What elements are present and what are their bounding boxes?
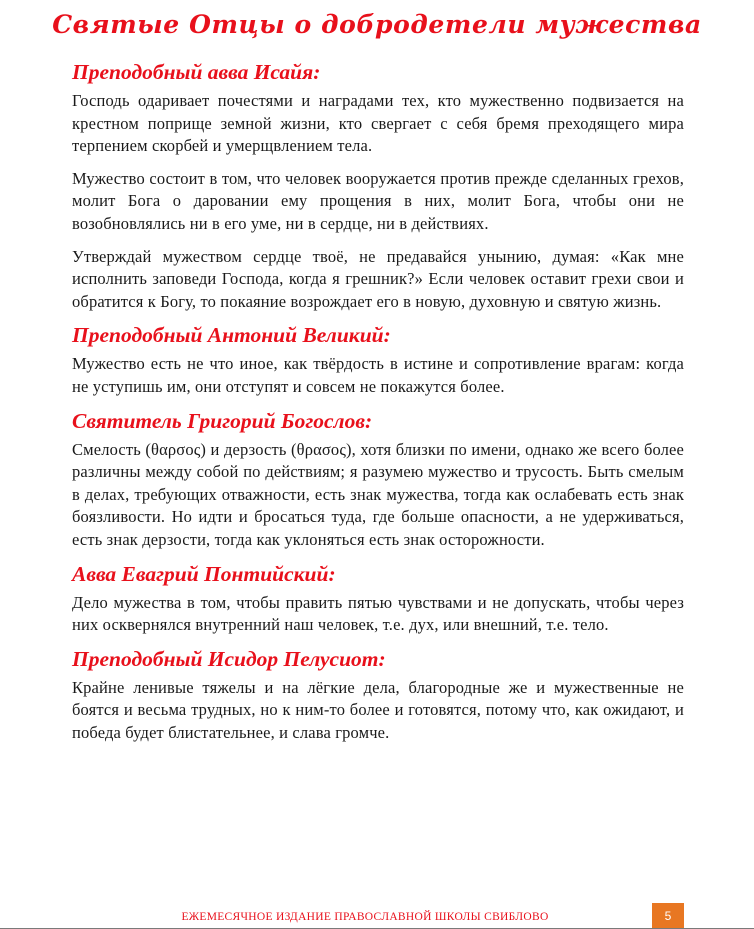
footer-publication-text: ЕЖЕМЕСЯЧНОЕ ИЗДАНИЕ ПРАВОСЛАВНОЙ ШКОЛЫ СВИБЛОВО xyxy=(181,911,549,923)
page-number-badge: 5 xyxy=(652,903,684,929)
paragraph: Дело мужества в том, чтобы править пятью чувствами и не допускать, чтобы через них осквернялся внутренний наш человек, т.е. дух, или внешний, т.е. тело. xyxy=(72,592,684,635)
section-evagrius xyxy=(72,560,684,637)
section-gregory xyxy=(72,407,684,552)
section-heading: Преподобный Антоний Великий: xyxy=(72,323,391,348)
paragraph: Утверждай мужеством сердце твоё, не предавайся унынию, думая: «Как мне исполнить заповеди Господа, когда я грешник?» Если человек оставит грехи свои и обратится к Богу, то покаяние возрождает его в новую, духовную и святую жизнь. xyxy=(72,246,684,311)
page-title: Святые Отцы о добродетели мужества xyxy=(52,10,702,39)
section-heading: Святитель Григорий Богослов: xyxy=(72,408,373,433)
section-heading: Авва Евагрий Понтийский: xyxy=(72,561,336,586)
page-footer xyxy=(0,903,754,929)
section-heading: Преподобный авва Исайя: xyxy=(72,60,321,84)
section-isaiah xyxy=(72,58,684,313)
paragraph: Крайне ленивые тяжелы и на лёгкие дела, благородные же и мужественные не боятся и весьма трудных, но к ним-то более и готовятся, потому что, как ожидают, и победа будет блистательнее, и слава громче. xyxy=(72,677,684,742)
paragraph: Господь одаривает почестями и наградами тех, кто мужественно подвизается на крестном поприще земной жизни, кто свергает с себя бремя преходящего мира терпением скорбей и умерщвлением тела. xyxy=(72,91,684,156)
paragraph: Мужество есть не что иное, как твёрдость в истине и сопротивление врагам: когда не уступишь им, они отступят и совсем не покажутся более. xyxy=(72,354,684,396)
section-heading: Преподобный Исидор Пелусиот: xyxy=(72,646,386,671)
section-isidore xyxy=(72,645,684,745)
article-body xyxy=(72,58,684,754)
paragraph: Смелость (θαρσος) и дерзость (θρασος), хотя близки по имени, однако же всего более различны между собой по действиям; я разумею мужество и трусость. Быть смелым в делах, требующих отважности, есть знак мужества, тогда как ослабевать есть знак боязливости. Но идти и бросаться туда, где больше опасности, а не удерживаться, есть знак дерзости, тогда как уклоняться есть знак осторожности. xyxy=(72,439,684,549)
paragraph: Мужество состоит в том, что человек вооружается против прежде сделанных грехов, молит Бога о даровании ему прощения в них, молит Бога, чтобы они не возобновлялись ни в его уме, ни в сердце, ни в действиях. xyxy=(72,168,684,233)
section-anthony xyxy=(72,321,684,398)
